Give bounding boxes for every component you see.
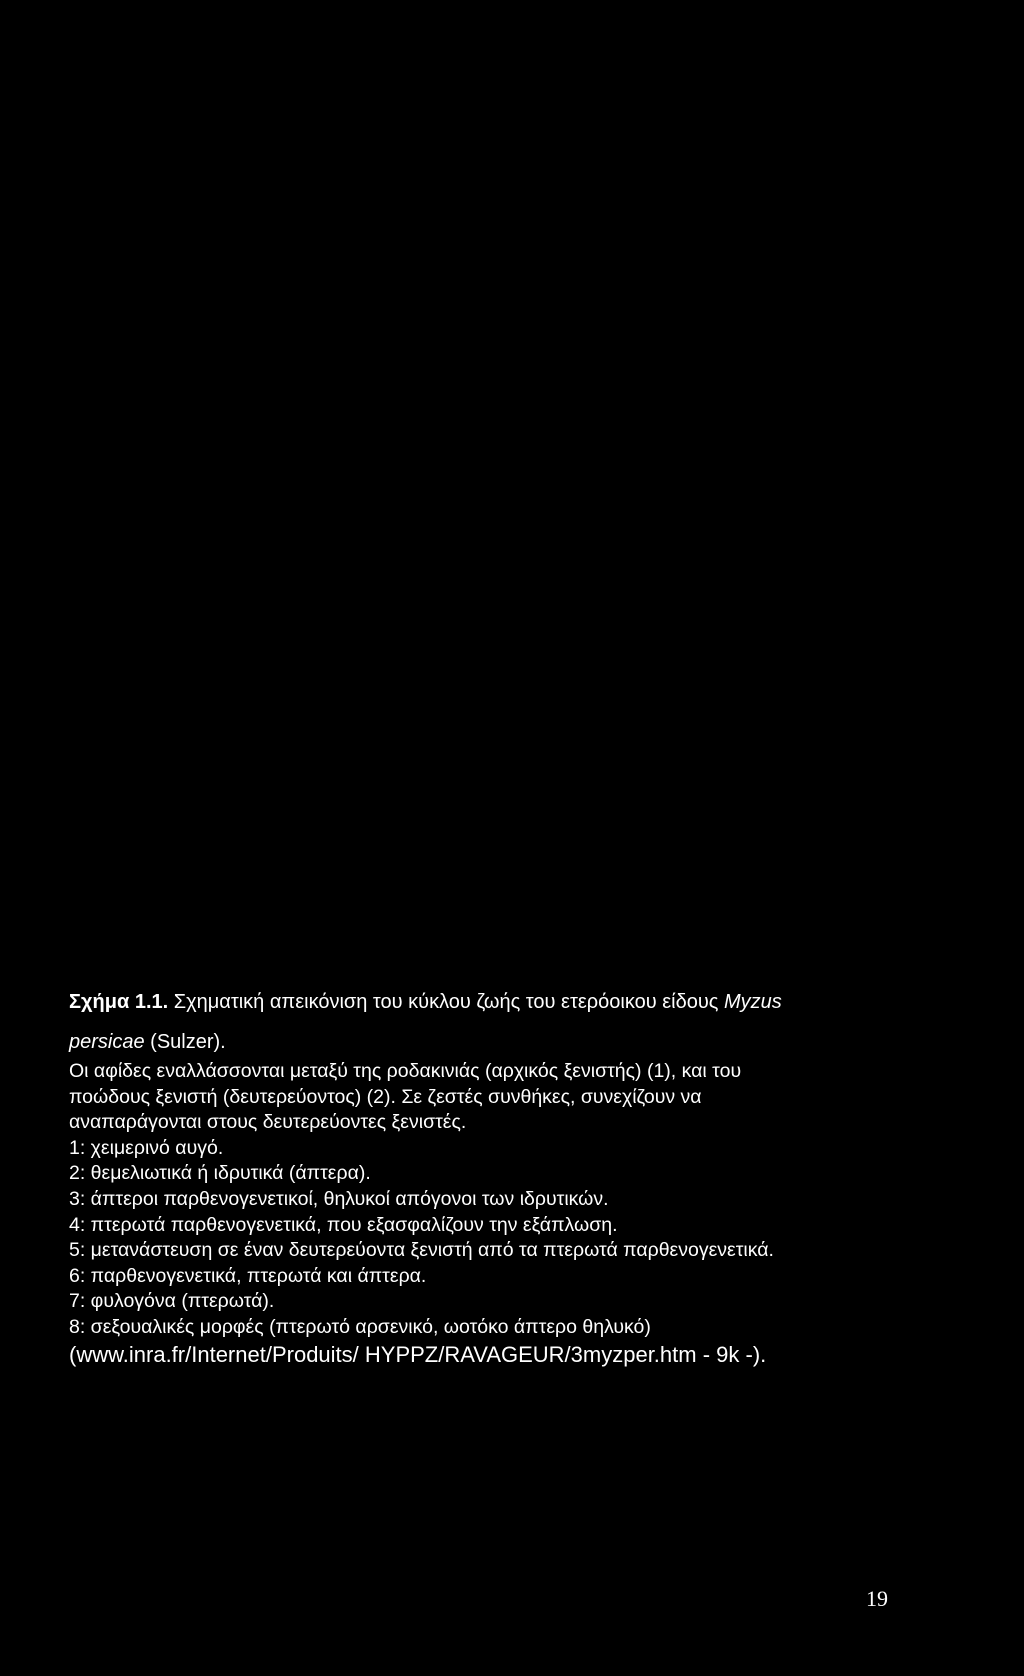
figure-description <box>69 1059 969 1368</box>
caption-text: Σχηματική απεικόνιση του κύκλου ζωής του ετερόοικου είδους <box>173 991 719 1013</box>
description-line: Οι αφίδες εναλλάσσονται μεταξύ της ροδακινιάς (αρχικός ξενιστής) (1), και του <box>69 1060 742 1082</box>
caption-line-2 <box>69 1022 969 1062</box>
caption-line-1 <box>69 982 969 1022</box>
legend-item-2: 2: θεμελιωτικά ή ιδρυτικά (άπτερα). <box>69 1162 371 1185</box>
legend-item-4: 4: πτερωτά παρθενογενετικά, που εξασφαλίζουν την εξάπλωση. <box>69 1213 618 1236</box>
legend-item-8: 8: σεξουαλικές μορφές (πτερωτό αρσενικό, ωοτόκο άπτερο θηλυκό) <box>69 1315 651 1338</box>
legend-item-3: 3: άπτεροι παρθενογενετικοί, θηλυκοί απόγονοι των ιδρυτικών. <box>69 1187 609 1210</box>
legend-item-7: 7: φυλογόνα (πτερωτά). <box>69 1290 275 1313</box>
legend-item-6: 6: παρθενογενετικά, πτερωτά και άπτερα. <box>69 1264 427 1287</box>
source-reference: (www.inra.fr/Internet/Produits/ HYPPZ/RAVAGEUR/3myzper.htm - 9k -). <box>69 1341 767 1367</box>
figure-caption <box>69 982 969 1062</box>
species-name-epithet: persicae <box>69 1031 145 1053</box>
species-author: (Sulzer). <box>150 1031 226 1053</box>
page-number: 19 <box>866 1586 888 1611</box>
legend-item-1: 1: χειμερινό αυγό. <box>69 1136 224 1159</box>
species-name-genus: Myzus <box>723 991 782 1013</box>
description-line: αναπαράγονται στους δευτερεύοντες ξενιστές. <box>69 1111 467 1134</box>
description-line: ποώδους ξενιστή (δευτερεύοντος) (2). Σε ζεστές συνθήκες, συνεχίζουν να <box>69 1085 702 1108</box>
figure-label: Σχήμα 1.1. <box>69 991 169 1013</box>
legend-item-5: 5: μετανάστευση σε έναν δευτερεύοντα ξενιστή από τα πτερωτά παρθενογενετικά. <box>69 1239 774 1262</box>
